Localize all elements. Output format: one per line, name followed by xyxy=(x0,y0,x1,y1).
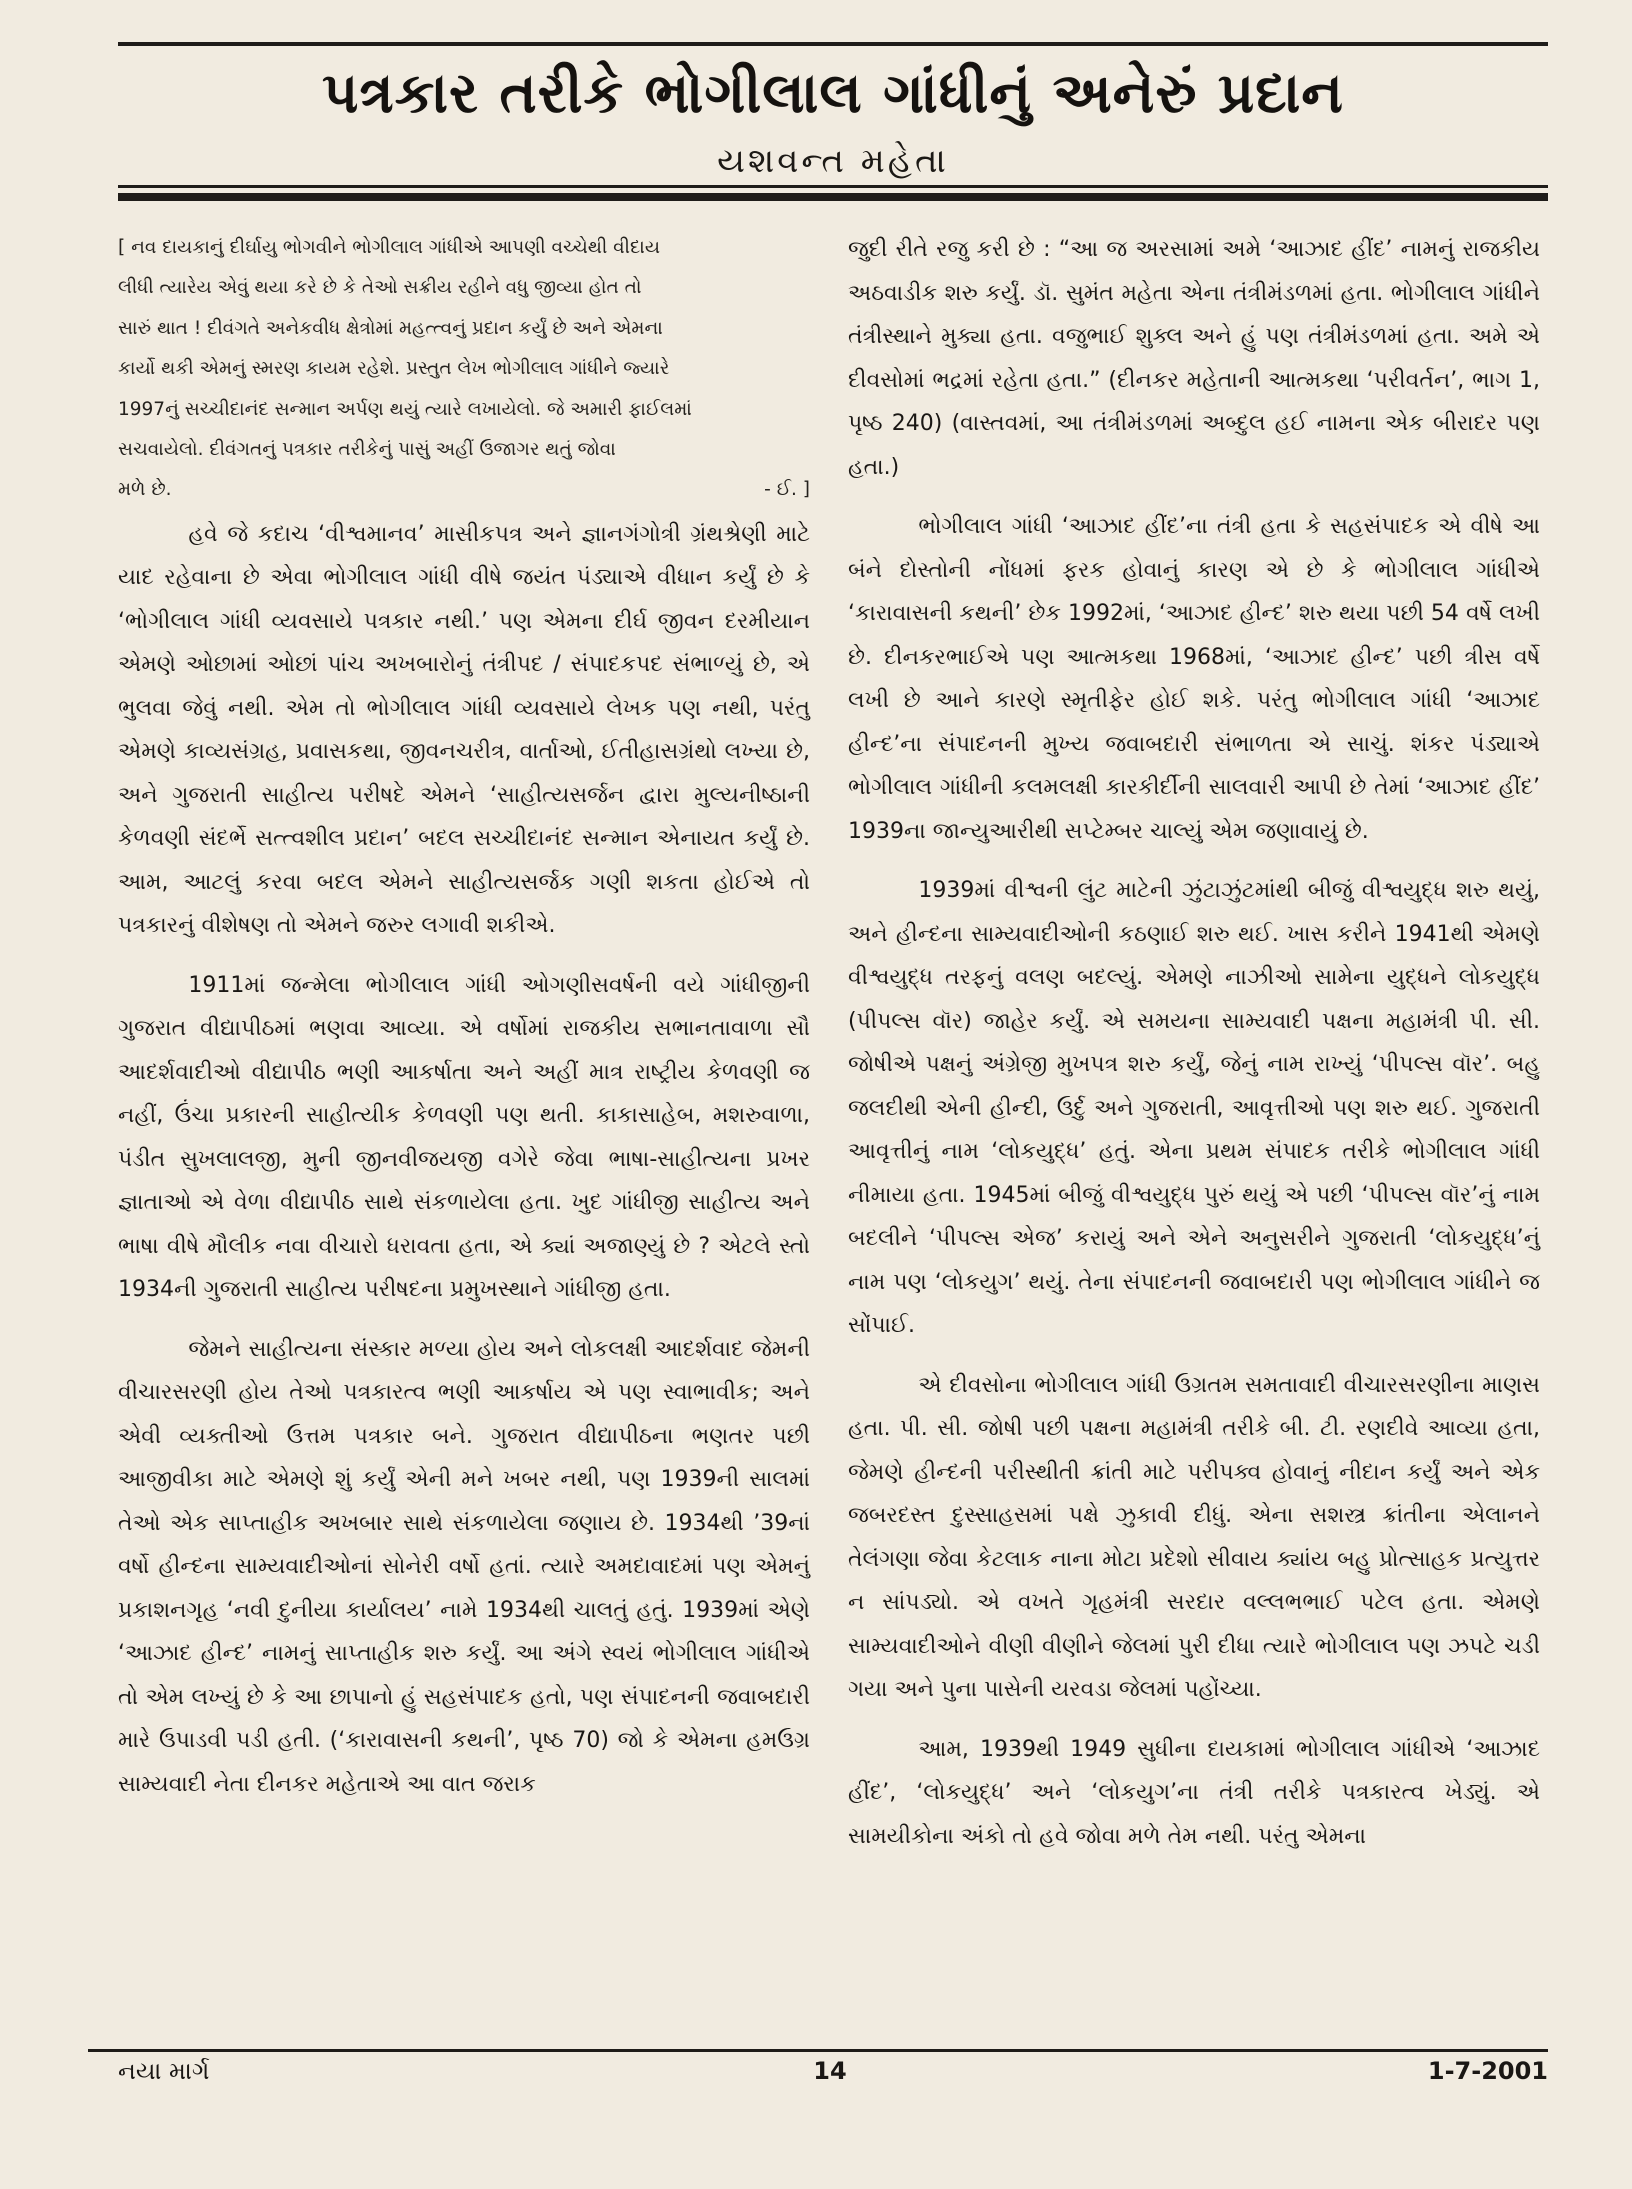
intro-line: સારું થાત ! દીવંગતે અનેકવીધ ક્ષેત્રોમાં મહત્ત્વનું પ્રદાન કર્યું છે અને એમના xyxy=(118,317,663,339)
intro-line: સચવાયેલો. દીવંગતનું પત્રકાર તરીકેનું પાસું અહીં ઉજાગર થતું જોવા xyxy=(118,439,616,461)
right-column xyxy=(848,228,1540,1858)
body-paragraph: 1911માં જન્મેલા ભોગીલાલ ગાંધી ઓગણીસવર્ષની વયે ગાંધીજીની ગુજરાત વીદ્યાપીઠમાં ભણવા આવ્યા. એ વર્ષોમાં રાજકીય સભાનતાવાળા સૌ આદર્શવાદીઓ વીદ્યાપીઠ ભણી આકર્ષાતા અને અહીં માત્ર રાષ્ટ્રીય કેળવણી જ નહીં, ઉંચા પ્રકારની સાહીત્યીક કેળવણી પણ થતી. કાકાસાહેબ, મશરુવાળા, પંડીત સુખલાલજી, મુની જીનવીજયજી વગેરે જેવા ભાષા-સાહીત્યના પ્રખર જ્ઞાતાઓ એ વેળા વીદ્યાપીઠ સાથે સંકળાયેલા હતા. ખુદ ગાંધીજી સાહીત્ય અને ભાષા વીષે મૌલીક નવા વીચારો ધરાવતા હતા, એ ક્યાં અજાણ્યું છે ? એટલે સ્તો 1934ની ગુજરાતી સાહીત્ય પરીષદના પ્રમુખસ્થાને ગાંધીજી હતા. xyxy=(118,972,810,1303)
body-paragraph: જુદી રીતે રજુ કરી છે : “આ જ અરસામાં અમે ‘આઝાદ હીંદ’ નામનું રાજકીય અઠવાડીક શરુ કર્યું. ડૉ. સુમંત મહેતા એના તંત્રીમંડળમાં હતા. ભોગીલાલ ગાંધીને તંત્રીસ્થાને મુક્યા હતા. વજુભાઈ શુક્લ અને હું પણ તંત્રીમંડળમાં હતા. અમે એ દીવસોમાં ભદ્રમાં રહેતા હતા.” (દીનકર મહેતાની આત્મકથા ‘પરીવર્તન’, ભાગ 1, પૃષ્ઠ 240) (વાસ્તવમાં, આ તંત્રીમંડળમાં અબ્દુલ હઈ નામના એક બીરાદર પણ હતા.) xyxy=(848,237,1540,480)
top-rule xyxy=(118,42,1548,46)
editor-intro-note xyxy=(118,228,810,511)
body-paragraph: આમ, 1939થી 1949 સુધીના દાયકામાં ભોગીલાલ ગાંધીએ ‘આઝાદ હીંદ’, ‘લોકયુદ્ધ’ અને ‘લોકયુગ’ના તંત્રી તરીકે પત્રકારત્વ ખેડ્યું. એ સામયીકોના અંકો તો હવે જોવા મળે તેમ નથી. પરંતુ એમના xyxy=(848,1736,1540,1849)
title-rule-thin xyxy=(118,185,1548,188)
body-paragraph: એ દીવસોના ભોગીલાલ ગાંધી ઉગ્રતમ સમતાવાદી વીચારસરણીના માણસ હતા. પી. સી. જોષી પછી પક્ષના મહામંત્રી તરીકે બી. ટી. રણદીવે આવ્યા હતા, જેમણે હીન્દની પરીસ્થીતી ક્રાંતી માટે પરીપક્વ હોવાનું નીદાન કર્યું અને એક જબરદસ્ત દુસ્સાહસમાં પક્ષે ઝુકાવી દીધું. એના સશસ્ત્ર ક્રાંતીના એલાનને તેલંગણા જેવા કેટલાક નાના મોટા પ્રદેશો સીવાય ક્યાંય બહુ પ્રોત્સાહક પ્રત્યુત્તર ન સાંપડ્યો. એ વખતે ગૃહમંત્રી સરદાર વલ્લભભાઈ પટેલ હતા. એમણે સામ્યવાદીઓને વીણી વીણીને જેલમાં પુરી દીધા ત્યારે ભોગીલાલ પણ ઝપટે ચડી ગયા અને પુના પાસેની યરવડા જેલમાં પહોંચ્યા. xyxy=(848,1372,1540,1702)
intro-line: 1997નું સચ્ચીદાનંદ સન્માન અર્પણ થયું ત્યારે લખાયેલો. જે અમારી ફાઈલમાં xyxy=(118,398,692,420)
intro-last-words: મળે છે. xyxy=(118,479,172,501)
body-paragraph: જેમને સાહીત્યના સંસ્કાર મળ્યા હોય અને લોકલક્ષી આદર્શવાદ જેમની વીચારસરણી હોય તેઓ પત્રકારત્વ ભણી આકર્ષાય એ પણ સ્વાભાવીક; અને એવી વ્યક્તીઓ ઉત્તમ પત્રકાર બને. ગુજરાત વીદ્યાપીઠના ભણતર પછી આજીવીકા માટે એમણે શું કર્યું એની મને ખબર નથી, પણ 1939ની સાલમાં તેઓ એક સાપ્તાહીક અખબાર સાથે સંકળાયેલા જણાય છે. 1934થી ’39નાં વર્ષો હીન્દના સામ્યવાદીઓનાં સોનેરી વર્ષો હતાં. ત્યારે અમદાવાદમાં પણ એમનું પ્રકાશનગૃહ ‘નવી દુનીયા કાર્યાલય’ નામે 1934થી ચાલતું હતું. 1939માં એણે ‘આઝાદ હીન્દ’ નામનું સાપ્તાહીક શરુ કર્યું. આ અંગે સ્વયં ભોગીલાલ ગાંધીએ તો એમ લખ્યું છે કે આ છાપાનો હું સહસંપાદક હતો, પણ સંપાદનની જવાબદારી મારે ઉપાડવી પડી હતી. (‘કારાવાસની કથની’, પૃષ્ઠ 70) જો કે એમના હમઉગ્ર સામ્યવાદી નેતા દીનકર મહેતાએ આ વાત જરાક xyxy=(118,1336,810,1797)
footer-page-number: 14 xyxy=(813,2057,847,2085)
footer-magazine-name: નયા માર્ગ xyxy=(118,2057,210,2085)
title-rule-thick xyxy=(118,193,1548,201)
footer-date: 1-7-2001 xyxy=(1427,2057,1548,2085)
intro-line: કાર્યો થકી એમનું સ્મરણ કાયમ રહેશે. પ્રસ્તુત લેખ ભોગીલાલ ગાંધીને જ્યારે xyxy=(118,358,670,380)
article-author: યશવન્ત મહેતા xyxy=(717,141,949,181)
intro-line: લીધી ત્યારેય એવું થયા કરે છે કે તેઓ સક્રીય રહીને વધુ જીવ્યા હોત તો xyxy=(118,277,642,299)
intro-line: [ નવ દાયકાનું દીર્ઘાયુ ભોગવીને ભોગીલાલ ગાંધીએ આપણી વચ્ચેથી વીદાય xyxy=(118,237,660,258)
body-paragraph: 1939માં વીશ્વની લુંટ માટેની ઝુંટાઝુંટમાંથી બીજું વીશ્વયુદ્ધ શરુ થયું, અને હીન્દના સામ્યવાદીઓની કઠણાઈ શરુ થઈ. ખાસ કરીને 1941થી એમણે વીશ્વયુદ્ધ તરફનું વલણ બદલ્યું. એમણે નાઝીઓ સામેના યુદ્ધને લોકયુદ્ધ (પીપલ્સ વૉર) જાહેર કર્યું. એ સમયના સામ્યવાદી પક્ષના મહામંત્રી પી. સી. જોષીએ પક્ષનું અંગ્રેજી મુખપત્ર શરુ કર્યું, જેનું નામ રાખ્યું ‘પીપલ્સ વૉર’. બહુ જલદીથી એની હીન્દી, ઉર્દુ અને ગુજરાતી, આવૃત્તીઓ પણ શરુ થઈ. ગુજરાતી આવૃત્તીનું નામ ‘લોકયુદ્ધ’ હતું. એના પ્રથમ સંપાદક તરીકે ભોગીલાલ ગાંધી નીમાયા હતા. 1945માં બીજું વીશ્વયુદ્ધ પુરું થયું એ પછી ‘પીપલ્સ વૉર’નું નામ બદલીને ‘પીપલ્સ એજ’ કરાયું અને એને અનુસરીને ગુજરાતી ‘લોકયુદ્ધ’નું નામ પણ ‘લોકયુગ’ થયું. તેના સંપાદનની જવાબદારી પણ ભોગીલાલ ગાંધીને જ સોંપાઈ. xyxy=(848,878,1540,1338)
article-title: પત્રકાર તરીકે ભોગીલાલ ગાંધીનું અનેરું પ્રદાન xyxy=(321,61,1345,126)
intro-closing-line xyxy=(118,470,810,510)
body-paragraph: હવે જે કદાચ ‘વીશ્વમાનવ’ માસીકપત્ર અને જ્ઞાનગંગોત્રી ગ્રંથશ્રેણી માટે યાદ રહેવાના છે એવા ભોગીલાલ ગાંધી વીષે જયંત પંડ્યાએ વીધાન કર્યું છે કે ‘ભોગીલાલ ગાંધી વ્યવસાયે પત્રકાર નથી.’ પણ એમના દીર્ઘ જીવન દરમીયાન એમણે ઓછામાં ઓછાં પાંચ અખબારોનું તંત્રીપદ / સંપાદકપદ સંભાળ્યું છે, એ ભુલવા જેવું નથી. એમ તો ભોગીલાલ ગાંધી વ્યવસાયે લેખક પણ નથી, પરંતુ એમણે કાવ્યસંગ્રહ, પ્રવાસકથા, જીવનચરીત્ર, વાર્તાઓ, ઈતીહાસગ્રંથો લખ્યા છે, અને ગુજરાતી સાહીત્ય પરીષદે એમને ‘સાહીત્યસર્જન દ્વારા મુલ્યનીષ્ઠાની કેળવણી સંદર્ભે સત્ત્વશીલ પ્રદાન’ બદલ સચ્ચીદાનંદ સન્માન એનાયત કર્યું છે. આમ, આટલું કરવા બદલ એમને સાહીત્યસર્જક ગણી શકતા હોઈએ તો પત્રકારનું વીશેષણ તો એમને જરુર લગાવી શકીએ. xyxy=(118,521,810,939)
body-paragraph: ભોગીલાલ ગાંધી ‘આઝાદ હીંદ’ના તંત્રી હતા કે સહસંપાદક એ વીષે આ બંને દોસ્તોની નોંધમાં ફરક હોવાનું કારણ એ છે કે ભોગીલાલ ગાંધીએ ‘કારાવાસની કથની’ છેક 1992માં, ‘આઝાદ હીન્દ’ શરુ થયા પછી 54 વર્ષે લખી છે. દીનકરભાઈએ પણ આત્મકથા 1968માં, ‘આઝાદ હીન્દ’ પછી ત્રીસ વર્ષે લખી છે આને કારણે સ્મૃતીફેર હોઈ શકે. પરંતુ ભોગીલાલ ગાંધી ‘આઝાદ હીન્દ’ના સંપાદનની મુખ્ય જવાબદારી સંભાળતા એ સાચું. શંકર પંડ્યાએ ભોગીલાલ ગાંધીની કલમલક્ષી કારકીર્દીની સાલવારી આપી છે તેમાં ‘આઝાદ હીંદ’ 1939ના જાન્યુઆરીથી સપ્ટેમ્બર ચાલ્યું એમ જણાવાયું છે. xyxy=(848,514,1540,844)
intro-signature: - ઈ. ] xyxy=(764,479,810,501)
left-column xyxy=(118,228,810,1806)
